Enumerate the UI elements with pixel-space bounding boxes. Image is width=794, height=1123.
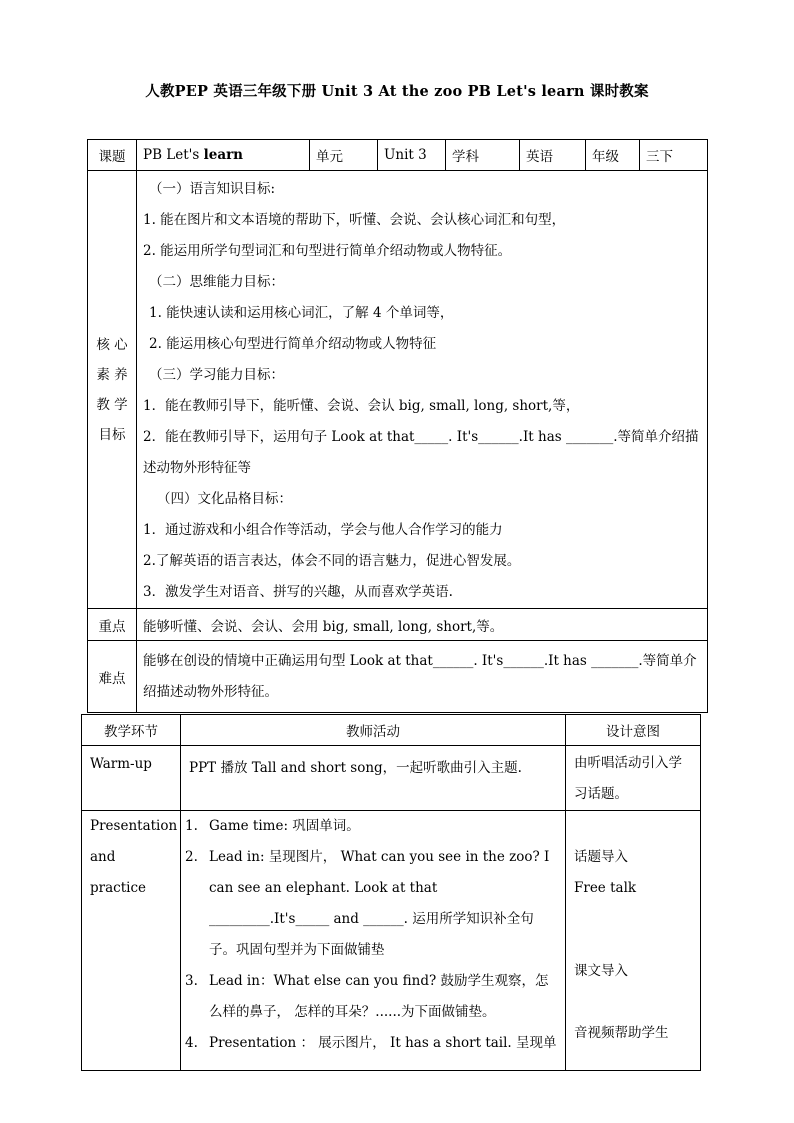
grade-value: 三下 <box>640 140 708 171</box>
goal-line: 1．通过游戏和小组合作等活动，学会与他人合作学习的能力 <box>143 522 503 538</box>
activity-warmup: PPT 播放 Tall and short song，一起听歌曲引入主题. <box>181 746 566 811</box>
difficulty-text: 能够在创设的情境中正确运用句型 Look at that______. It's______.It has _______.等简单介绍描述动物外形特征。 <box>137 641 708 713</box>
activity-item: 2. Lead in: 呈现图片， What can you see in the zoo? I can see an elephant. Look at that _________.It's_____ and ______. 运用所学知识补全句子。巩固句型并为下面做铺垫 <box>185 849 550 958</box>
goal-line: 1．能在教师引导下，能听懂、会说、会认 big, small, long, short,等， <box>143 398 580 414</box>
lesson-info-table <box>87 139 708 713</box>
subject-label: 学科 <box>446 140 520 171</box>
goal-heading-language: （一）语言知识目标: <box>149 181 276 197</box>
goal-line: 1. 能快速认读和运用核心词汇，了解 4 个单词等， <box>149 305 454 321</box>
teaching-process-table <box>81 714 701 1071</box>
key-point-label: 重点 <box>88 609 137 641</box>
unit-label: 单元 <box>310 140 378 171</box>
lesson-label: 课题 <box>88 140 137 171</box>
unit-value: Unit 3 <box>378 140 446 171</box>
goal-heading-learning: （三）学习能力目标： <box>149 367 284 383</box>
activity-item: 3. Lead in：What else can you find? 鼓励学生观察，怎么样的鼻子， 怎样的耳朵？......为下面做铺垫。 <box>185 973 549 1020</box>
design-warmup: 由听唱活动引入学习话题。 <box>566 746 701 811</box>
goal-line: 2. 能运用核心句型进行简单介绍动物或人物特征 <box>149 336 437 352</box>
design-presentation: 话题导入 Free talk 课文导入 音视频帮助学生 <box>566 811 701 1071</box>
header-stage: 教学环节 <box>82 715 181 746</box>
lesson-value: PB Let's learn <box>137 140 310 171</box>
goal-line: 2．能在教师引导下，运用句子 Look at that_____. It's______.It has _______.等简单介绍描述动物外形特征等 <box>143 429 699 476</box>
header-design: 设计意图 <box>566 715 701 746</box>
activity-item: 1. Game time: 巩固单词。 <box>185 818 360 834</box>
goal-line: 1. 能在图片和文本语境的帮助下，听懂、会说、会认核心词汇和句型， <box>143 212 566 228</box>
key-point-text: 能够听懂、会说、会认、会用 big, small, long, short,等。 <box>137 609 708 641</box>
stage-presentation: Presentation and practice <box>82 811 181 1071</box>
subject-value: 英语 <box>520 140 586 171</box>
core-goals-label: 核 心 素 养 教 学 目标 <box>88 171 137 609</box>
goal-heading-culture: （四）文化品格目标： <box>157 491 292 507</box>
activity-presentation <box>181 811 566 1071</box>
goal-line: 2. 能运用所学句型词汇和句型进行简单介绍动物或人物特征。 <box>143 243 512 259</box>
activity-item: 4. Presentation ： 展示图片， It has a short tail. 呈现单 <box>185 1035 557 1051</box>
goal-heading-thinking: （二）思维能力目标： <box>149 274 284 290</box>
header-activity: 教师活动 <box>181 715 566 746</box>
document-title: 人教PEP 英语三年级下册 Unit 3 At the zoo PB Let's learn 课时教案 <box>145 83 649 100</box>
goal-line: 3．激发学生对语音、拼写的兴趣，从而喜欢学英语. <box>143 584 453 600</box>
goal-line: 2.了解英语的语言表达，体会不同的语言魅力，促进心智发展。 <box>143 553 521 569</box>
core-goals-content <box>137 171 708 609</box>
difficulty-label: 难点 <box>88 641 137 713</box>
grade-label: 年级 <box>586 140 640 171</box>
stage-warmup: Warm-up <box>82 746 181 811</box>
